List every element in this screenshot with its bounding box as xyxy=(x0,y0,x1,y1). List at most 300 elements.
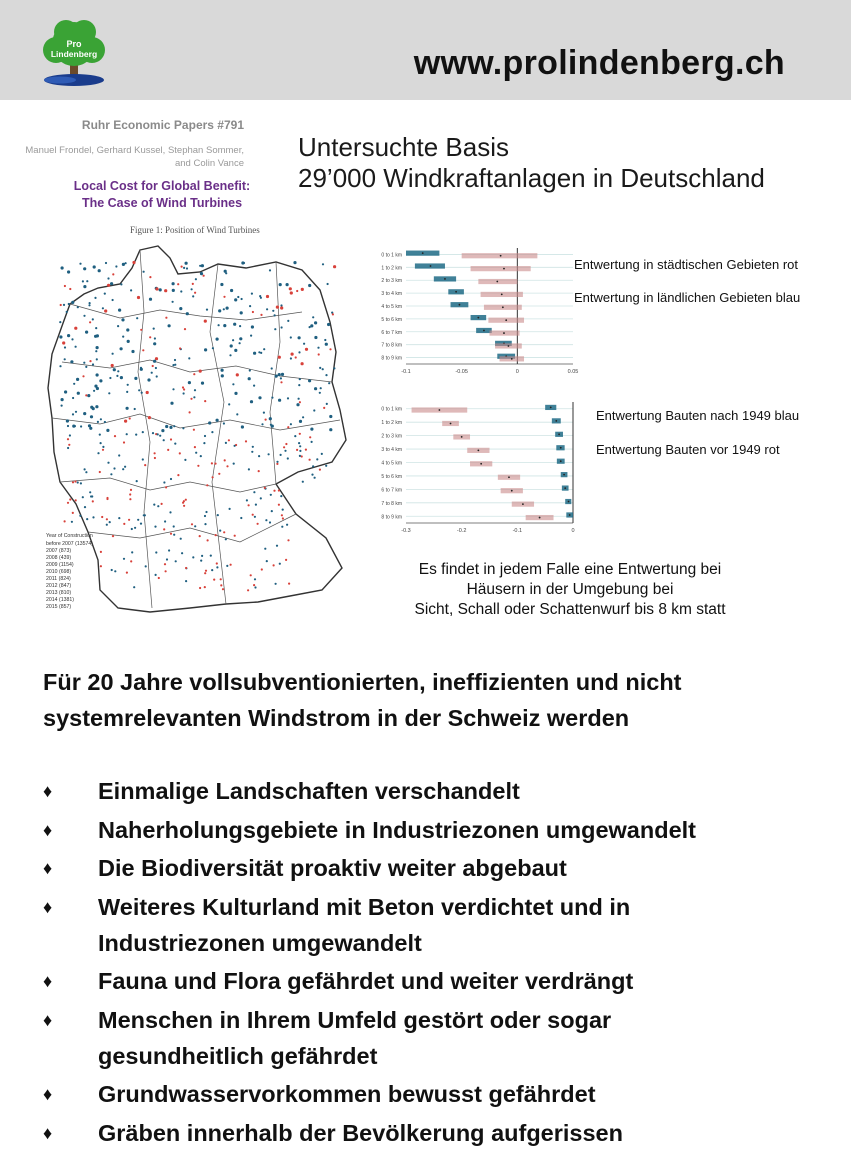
svg-text:2015 (857): 2015 (857) xyxy=(46,604,72,610)
estimate-point xyxy=(555,420,557,422)
turbine-dot xyxy=(195,278,197,280)
turbine-dot xyxy=(279,283,282,286)
estimate-point xyxy=(483,330,485,332)
turbine-dot xyxy=(319,469,321,471)
turbine-dot xyxy=(230,344,233,347)
turbine-dot xyxy=(290,357,292,359)
turbine-dot xyxy=(71,338,73,340)
turbine-dot xyxy=(140,329,142,331)
turbine-dot xyxy=(282,517,284,519)
turbine-dot xyxy=(264,548,266,550)
turbine-dot xyxy=(192,295,194,297)
turbine-dot xyxy=(72,413,74,415)
turbine-dot xyxy=(290,291,293,294)
turbine-dot xyxy=(287,457,289,459)
turbine-dot xyxy=(220,584,222,586)
turbine-dot xyxy=(285,559,287,561)
turbine-dot xyxy=(265,519,267,521)
estimate-point xyxy=(477,317,479,319)
turbine-dot xyxy=(67,334,70,337)
turbine-dot xyxy=(69,288,71,290)
turbine-dot xyxy=(77,306,79,308)
turbine-dot xyxy=(204,348,207,351)
turbine-dot xyxy=(204,400,206,402)
turbine-dot xyxy=(83,362,85,364)
turbine-dot xyxy=(113,368,116,371)
estimate-point xyxy=(444,278,446,280)
turbine-dot xyxy=(96,358,98,360)
turbine-dot xyxy=(311,441,313,443)
turbine-dot xyxy=(184,459,186,461)
turbine-dot xyxy=(207,539,209,541)
turbine-dot xyxy=(226,465,228,467)
turbine-dot xyxy=(254,578,256,580)
turbine-dot xyxy=(260,314,262,316)
turbine-dot xyxy=(94,335,97,338)
turbine-dot xyxy=(148,416,151,419)
estimate-point xyxy=(477,449,479,451)
turbine-dot xyxy=(124,466,126,468)
turbine-dot xyxy=(174,443,176,445)
turbine-dot xyxy=(66,311,68,313)
turbine-dot xyxy=(154,452,156,454)
turbine-dot xyxy=(149,336,151,338)
turbine-dot xyxy=(183,505,185,507)
turbine-dot xyxy=(131,528,133,530)
estimate-point xyxy=(439,409,441,411)
turbine-dot xyxy=(173,534,175,536)
estimate-point xyxy=(503,332,505,334)
turbine-dot xyxy=(133,586,135,588)
turbine-dot xyxy=(134,377,137,380)
turbine-dot xyxy=(199,535,201,537)
turbine-dot xyxy=(236,373,239,376)
turbine-dot xyxy=(251,325,254,328)
turbine-dot xyxy=(75,346,77,348)
turbine-dot xyxy=(280,306,283,309)
turbine-dot xyxy=(286,283,289,286)
turbine-dot xyxy=(299,401,301,403)
turbine-dot xyxy=(70,360,73,363)
turbine-dot xyxy=(82,280,84,282)
turbine-dot xyxy=(152,432,154,434)
turbine-dot xyxy=(234,392,237,395)
turbine-dot xyxy=(279,563,281,565)
turbine-dot xyxy=(275,375,278,378)
turbine-dot xyxy=(203,442,205,444)
turbine-dot xyxy=(106,524,108,526)
turbine-dot xyxy=(177,283,179,285)
turbine-dot xyxy=(124,420,127,423)
svg-text:2012 (847): 2012 (847) xyxy=(46,583,72,589)
turbine-dot xyxy=(319,392,321,394)
turbine-dot xyxy=(298,336,301,339)
turbine-dot xyxy=(248,468,250,470)
turbine-dot xyxy=(271,510,273,512)
turbine-dot xyxy=(120,283,122,285)
turbine-dot xyxy=(185,499,187,501)
turbine-dot xyxy=(230,289,233,292)
turbine-dot xyxy=(165,570,167,572)
turbine-dot xyxy=(106,498,108,500)
turbine-dot xyxy=(79,263,81,265)
confidence-bar xyxy=(471,266,531,271)
turbine-dot xyxy=(299,378,301,380)
turbine-dot xyxy=(182,502,184,504)
turbine-dot xyxy=(182,427,184,429)
turbine-dot xyxy=(302,416,304,418)
turbine-dot xyxy=(234,349,237,352)
turbine-dot xyxy=(129,493,131,495)
turbine-dot xyxy=(149,276,151,278)
turbine-dot xyxy=(144,464,146,466)
turbine-dot xyxy=(97,452,99,454)
turbine-dot xyxy=(310,324,313,327)
turbine-dot xyxy=(265,419,267,421)
turbine-dot xyxy=(229,354,231,356)
turbine-dot xyxy=(261,423,263,425)
turbine-dot xyxy=(280,381,282,383)
turbine-dot xyxy=(322,368,324,370)
turbine-dot xyxy=(253,352,256,355)
turbine-dot xyxy=(96,346,99,349)
turbine-dot xyxy=(153,504,155,506)
y-tick-label: 5 to 6 km xyxy=(381,473,402,480)
turbine-dot xyxy=(252,514,254,516)
turbine-dot xyxy=(89,360,91,362)
turbine-dot xyxy=(286,524,288,526)
x-tick-label: -0.3 xyxy=(401,528,411,534)
turbine-dot xyxy=(93,390,95,392)
y-tick-label: 5 to 6 km xyxy=(381,316,402,323)
turbine-dot xyxy=(305,348,308,351)
turbine-dot xyxy=(172,289,175,292)
linden-tree-logo xyxy=(38,18,110,92)
turbine-dot xyxy=(93,265,96,268)
turbine-dot xyxy=(108,392,110,394)
turbine-dot xyxy=(172,301,174,303)
turbine-dot xyxy=(67,438,69,440)
turbine-dot xyxy=(298,351,300,353)
turbine-dot xyxy=(274,328,276,330)
turbine-dot xyxy=(122,263,125,266)
estimate-point xyxy=(558,433,560,435)
turbine-dot xyxy=(251,451,253,453)
turbine-dot xyxy=(59,335,62,338)
turbine-dot xyxy=(319,367,321,369)
turbine-dot xyxy=(186,312,189,315)
turbine-dot xyxy=(276,306,279,309)
turbine-dot xyxy=(237,296,239,298)
turbine-dot xyxy=(232,383,234,385)
turbine-dot xyxy=(200,455,202,457)
turbine-dot xyxy=(190,398,192,400)
turbine-dot xyxy=(199,370,202,373)
svg-text:2014 (1381): 2014 (1381) xyxy=(46,597,74,603)
turbine-dot xyxy=(109,521,111,523)
turbine-dot xyxy=(149,298,152,301)
turbine-dot xyxy=(100,442,102,444)
turbine-dot xyxy=(312,465,314,467)
estimate-point xyxy=(430,265,432,267)
turbine-dot xyxy=(134,527,136,529)
turbine-dot xyxy=(240,517,242,519)
turbine-dot xyxy=(281,373,284,376)
turbine-dot xyxy=(232,339,234,341)
turbine-dot xyxy=(241,261,244,264)
turbine-dot xyxy=(64,285,66,287)
list-item: ♦ Einmalige Landschaften verschandelt xyxy=(43,773,798,809)
turbine-dot xyxy=(288,583,290,585)
diamond-bullet-icon: ♦ xyxy=(43,819,53,840)
turbine-dot xyxy=(173,425,175,427)
turbine-dot xyxy=(72,481,74,483)
turbine-dot xyxy=(316,458,318,460)
turbine-dot xyxy=(328,382,330,384)
site-url[interactable]: www.prolindenberg.ch xyxy=(413,44,785,82)
turbine-dot xyxy=(226,565,228,567)
list-item: ♦ Weiteres Kulturland mit Beton verdichtet und in Industriezonen umgewandelt xyxy=(43,889,798,961)
turbine-dot xyxy=(269,521,271,523)
turbine-dot xyxy=(137,519,139,521)
turbine-dot xyxy=(322,263,324,265)
turbine-dot xyxy=(250,335,252,337)
turbine-dot xyxy=(157,433,159,435)
turbine-dot xyxy=(80,425,82,427)
turbine-dot xyxy=(75,499,77,501)
turbine-dot xyxy=(193,429,195,431)
turbine-dot xyxy=(278,489,280,491)
estimate-point xyxy=(511,490,513,492)
turbine-dot xyxy=(83,267,86,270)
turbine-dot xyxy=(138,389,140,391)
estimate-point xyxy=(503,268,505,270)
turbine-dot xyxy=(126,572,128,574)
turbine-dot xyxy=(321,453,323,455)
list-item: ♦ Fauna und Flora gefährdet und weiter verdrängt xyxy=(43,963,798,999)
turbine-dot xyxy=(281,526,283,528)
turbine-dot xyxy=(99,379,102,382)
x-tick-label: 0.05 xyxy=(567,369,579,375)
turbine-dot xyxy=(225,272,227,274)
turbine-dot xyxy=(89,302,91,304)
turbine-dot xyxy=(224,459,226,461)
turbine-dot xyxy=(285,443,287,445)
turbine-dot xyxy=(241,298,243,300)
turbine-dot xyxy=(118,517,120,519)
turbine-dot xyxy=(153,360,156,363)
turbine-dot xyxy=(320,387,322,389)
turbine-dot xyxy=(194,389,196,391)
turbine-dot xyxy=(255,504,257,506)
turbine-dot xyxy=(245,440,247,442)
estimate-point xyxy=(508,476,510,478)
estimate-point xyxy=(569,514,571,516)
svg-text:2008 (439): 2008 (439) xyxy=(46,555,72,561)
turbine-dot xyxy=(186,267,188,269)
turbine-dot xyxy=(200,272,203,275)
turbine-dot xyxy=(218,309,221,312)
turbine-dot xyxy=(64,358,66,360)
svg-text:Year of Construction: Year of Construction xyxy=(46,533,93,539)
chart-urban-rural xyxy=(368,242,583,382)
turbine-dot xyxy=(295,356,297,358)
turbine-dot xyxy=(95,350,97,352)
turbine-dot xyxy=(291,353,294,356)
turbine-dot xyxy=(250,400,253,403)
turbine-dot xyxy=(258,455,260,457)
turbine-dot xyxy=(253,491,255,493)
turbine-dot xyxy=(185,580,187,582)
turbine-dot xyxy=(67,447,69,449)
svg-text:2007 (873): 2007 (873) xyxy=(46,548,72,554)
turbine-dot xyxy=(204,320,207,323)
turbine-dot xyxy=(59,321,61,323)
turbine-dot xyxy=(105,262,107,264)
turbine-dot xyxy=(110,473,112,475)
turbine-dot xyxy=(222,588,224,590)
turbine-dot xyxy=(298,442,300,444)
y-tick-label: 6 to 7 km xyxy=(381,329,402,336)
turbine-dot xyxy=(287,397,289,399)
turbine-dot xyxy=(104,421,106,423)
turbine-dot xyxy=(253,584,255,586)
turbine-dot xyxy=(174,364,176,366)
turbine-dot xyxy=(76,378,79,381)
turbine-dot xyxy=(112,535,114,537)
list-item: ♦ Naherholungsgebiete in Industriezonen umgewandelt xyxy=(43,812,798,848)
turbine-dot xyxy=(130,489,132,491)
turbine-dot xyxy=(101,516,103,518)
turbine-dot xyxy=(83,315,85,317)
turbine-dot xyxy=(116,375,118,377)
turbine-dot xyxy=(314,336,317,339)
turbine-dot xyxy=(85,471,87,473)
turbine-dot xyxy=(67,270,70,273)
turbine-dot xyxy=(66,419,69,422)
turbine-dot xyxy=(213,579,215,581)
note-pre-1949: Entwertung Bauten vor 1949 rot xyxy=(596,442,780,457)
turbine-dot xyxy=(145,565,147,567)
turbine-dot xyxy=(92,516,94,518)
estimate-point xyxy=(560,460,562,462)
turbine-dot xyxy=(273,564,275,566)
turbine-dot xyxy=(200,560,202,562)
turbine-dot xyxy=(107,462,109,464)
turbine-dot xyxy=(236,413,238,415)
turbine-dot xyxy=(318,353,320,355)
turbine-dot xyxy=(68,303,70,305)
turbine-dot xyxy=(156,375,158,377)
bullet-list xyxy=(43,773,798,1153)
turbine-dot xyxy=(212,347,214,349)
turbine-dot xyxy=(128,519,130,521)
germany-outline xyxy=(48,246,346,612)
turbine-dot xyxy=(67,425,69,427)
estimate-point xyxy=(459,304,461,306)
turbine-dot xyxy=(94,385,97,388)
turbine-dot xyxy=(152,365,154,367)
estimate-point xyxy=(455,291,457,293)
turbine-dot xyxy=(327,323,330,326)
turbine-dot xyxy=(94,297,96,299)
turbine-dot xyxy=(61,266,64,269)
turbine-dot xyxy=(197,465,199,467)
turbine-dot xyxy=(100,418,102,420)
turbine-dot xyxy=(122,336,124,338)
turbine-dot xyxy=(142,431,144,433)
turbine-dot xyxy=(170,438,172,440)
turbine-dot xyxy=(158,577,160,579)
map-legend xyxy=(46,533,93,610)
turbine-dot xyxy=(204,515,206,517)
turbine-dot xyxy=(221,369,224,372)
turbine-dot xyxy=(278,399,281,402)
turbine-dot xyxy=(226,307,229,310)
estimate-point xyxy=(450,423,452,425)
turbine-dot xyxy=(223,324,226,327)
wind-turbine-map xyxy=(40,242,360,624)
turbine-dot xyxy=(127,340,130,343)
turbine-dot xyxy=(170,533,172,535)
turbine-dot xyxy=(92,500,94,502)
turbine-dot xyxy=(216,566,218,568)
turbine-dot xyxy=(258,470,260,472)
turbine-dot xyxy=(169,426,172,429)
turbine-dot xyxy=(74,480,76,482)
estimate-point xyxy=(500,255,502,257)
turbine-dot xyxy=(74,327,77,330)
turbine-dot xyxy=(165,317,167,319)
turbine-dot xyxy=(283,446,285,448)
turbine-dot xyxy=(271,367,273,369)
turbine-dot xyxy=(219,530,221,532)
turbine-dot xyxy=(131,350,134,353)
turbine-dot xyxy=(175,560,177,562)
turbine-dot xyxy=(208,421,211,424)
turbine-dot xyxy=(278,373,281,376)
turbine-dot xyxy=(296,403,299,406)
turbine-dot xyxy=(82,375,84,377)
turbine-dot xyxy=(88,304,90,306)
turbine-dot xyxy=(204,586,206,588)
note-rural: Entwertung in ländlichen Gebieten blau xyxy=(574,290,801,305)
turbine-dot xyxy=(90,406,93,409)
turbine-dot xyxy=(179,347,181,349)
turbine-dot xyxy=(217,514,219,516)
turbine-dot xyxy=(83,285,86,288)
turbine-dot xyxy=(165,486,167,488)
turbine-dot xyxy=(298,398,300,400)
turbine-dot xyxy=(95,327,97,329)
turbine-dot xyxy=(170,402,173,405)
turbine-dot xyxy=(85,331,88,334)
turbine-dot xyxy=(333,265,336,268)
turbine-dot xyxy=(111,364,114,367)
x-tick-label: -0.2 xyxy=(456,528,467,534)
turbine-dot xyxy=(123,523,125,525)
turbine-dot xyxy=(201,382,204,385)
turbine-dot xyxy=(141,392,143,394)
turbine-dot xyxy=(126,328,129,331)
turbine-dot xyxy=(218,473,220,475)
turbine-dot xyxy=(113,467,115,469)
turbine-dot xyxy=(257,523,259,525)
list-item: ♦ Menschen in Ihrem Umfeld gestört oder sogar gesundheitlich gefährdet xyxy=(43,1002,798,1074)
turbine-dot xyxy=(64,346,66,348)
turbine-dot xyxy=(250,574,252,576)
turbine-dot xyxy=(258,396,261,399)
